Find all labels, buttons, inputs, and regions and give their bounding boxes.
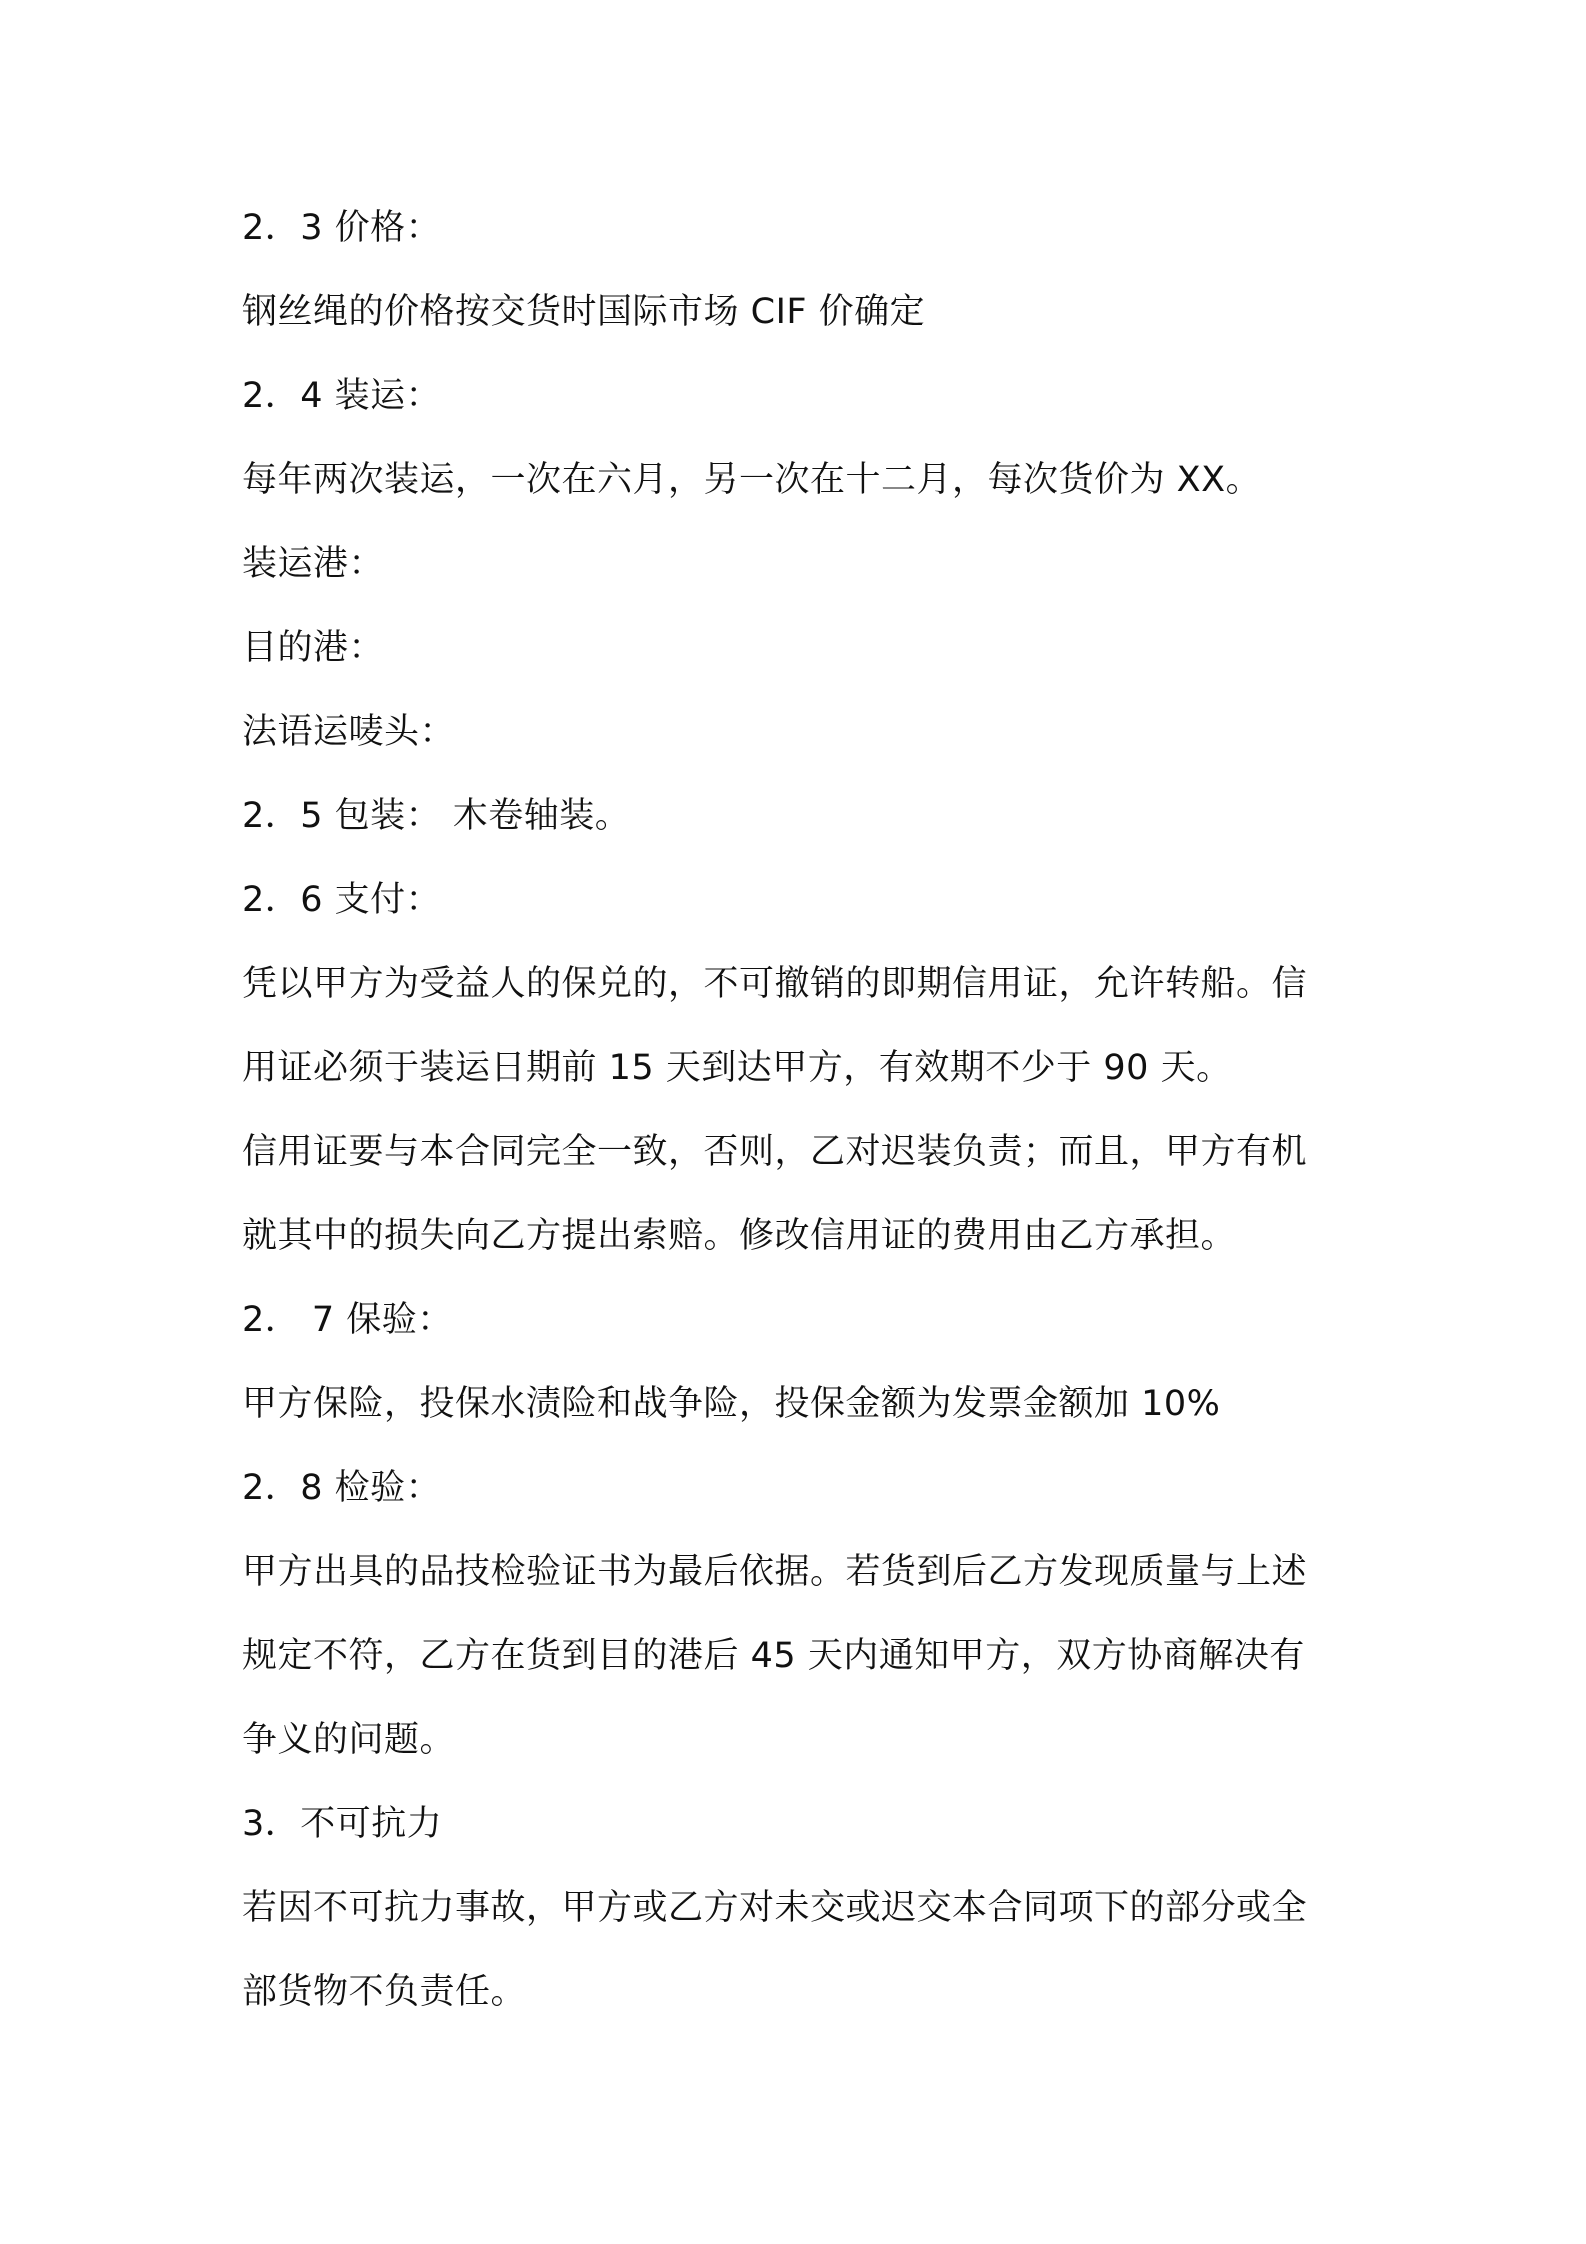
- section-3-heading: 3．不可抗力: [242, 1804, 443, 1844]
- section-2-7-heading: 2． 7 保验：: [242, 1300, 453, 1340]
- price-clause: 钢丝绳的价格按交货时国际市场 CIF 价确定: [242, 292, 926, 332]
- payment-clause-line-2: 用证必须于装运日期前 15 天到达甲方，有效期不少于 90 天。: [242, 1048, 1232, 1088]
- letter-of-credit-line-1: 信用证要与本合同完全一致，否则，乙对迟装负责；而且，甲方有机: [242, 1132, 1308, 1172]
- inspection-clause-line-3: 争义的问题。: [242, 1720, 456, 1760]
- section-2-4-heading: 2．4 装运：: [242, 376, 442, 416]
- port-of-shipment-label: 装运港：: [242, 544, 385, 584]
- payment-clause-line-1: 凭以甲方为受益人的保兑的，不可撤销的即期信用证，允许转船。信: [242, 964, 1308, 1004]
- section-2-5-packing: 2．5 包装： 木卷轴装。: [242, 796, 631, 836]
- destination-port-label: 目的港：: [242, 628, 385, 668]
- force-majeure-line-1: 若因不可抗力事故，甲方或乙方对未交或迟交本合同项下的部分或全: [242, 1888, 1308, 1928]
- force-majeure-line-2: 部货物不负责任。: [242, 1972, 527, 2012]
- section-2-8-heading: 2．8 检验：: [242, 1468, 442, 1508]
- shipment-clause: 每年两次装运，一次在六月，另一次在十二月，每次货价为 XX。: [242, 460, 1262, 500]
- inspection-clause-line-1: 甲方出具的品技检验证书为最后依据。若货到后乙方发现质量与上述: [242, 1552, 1308, 1592]
- section-2-3-heading: 2．3 价格：: [242, 208, 442, 248]
- insurance-clause: 甲方保险，投保水渍险和战争险，投保金额为发票金额加 10%: [242, 1384, 1221, 1424]
- section-2-6-heading: 2．6 支付：: [242, 880, 442, 920]
- inspection-clause-line-2: 规定不符，乙方在货到目的港后 45 天内通知甲方，双方协商解决有: [242, 1636, 1305, 1676]
- shipping-mark-label: 法语运唛头：: [242, 712, 456, 752]
- letter-of-credit-line-2: 就其中的损失向乙方提出索赔。修改信用证的费用由乙方承担。: [242, 1216, 1237, 1256]
